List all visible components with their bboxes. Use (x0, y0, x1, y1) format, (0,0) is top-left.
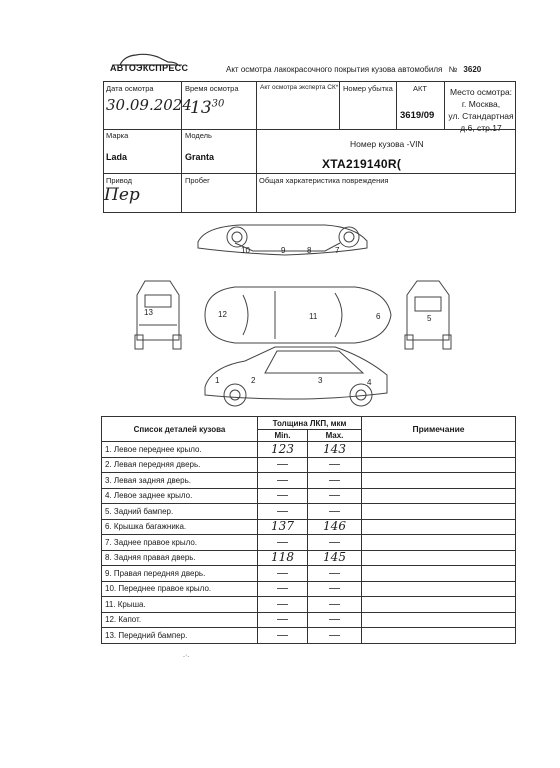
vin-value: XTA219140R( (322, 157, 402, 171)
table-header-row (102, 417, 516, 430)
table-row (102, 504, 516, 520)
damage-label: Общая харкатеристика повреждения (259, 176, 389, 185)
note-cell (362, 628, 516, 644)
part-name-cell: 8. Задняя правая дверь. (102, 550, 258, 566)
grid-line (103, 173, 516, 174)
table-row (102, 550, 516, 566)
zone-label: 12 (218, 310, 227, 319)
mileage-label: Пробег (185, 176, 210, 185)
zone-label: 10 (241, 246, 250, 255)
note-cell (362, 535, 516, 551)
zone-label: 6 (376, 312, 381, 321)
header-max: Max. (308, 430, 362, 442)
note-cell (362, 519, 516, 535)
zone-label: 4 (367, 378, 372, 387)
max-value-cell: — (308, 504, 362, 520)
drive-value: Пер (104, 185, 140, 205)
table-row (102, 581, 516, 597)
part-name-cell: 2. Левая передняя дверь. (102, 457, 258, 473)
note-cell (362, 473, 516, 489)
min-value-cell: — (258, 566, 308, 582)
grid-line (339, 81, 340, 129)
max-value-cell: — (308, 612, 362, 628)
wheel-icon (224, 384, 246, 406)
table-row (102, 612, 516, 628)
min-value-cell: 118 (258, 550, 308, 566)
paint-thickness-table (101, 416, 516, 644)
max-value-cell: — (308, 628, 362, 644)
part-name-cell: 5. Задний бампер. (102, 504, 258, 520)
part-name-cell: 7. Заднее правое крыло. (102, 535, 258, 551)
document-title (226, 65, 481, 74)
note-cell (362, 612, 516, 628)
time-hours: 13 (190, 98, 212, 118)
max-value-cell: — (308, 473, 362, 489)
table-row (102, 457, 516, 473)
act-value: 3619/09 (400, 110, 435, 121)
max-value-cell: — (308, 581, 362, 597)
note-cell (362, 550, 516, 566)
logo-text: АВТОЭКСПРЕСС (110, 63, 189, 73)
zone-label: 9 (281, 246, 286, 255)
place-street: ул. Стандартная (448, 111, 514, 121)
brand-label: Марка (106, 131, 129, 140)
wheel-icon (344, 232, 354, 242)
drive-label: Привод (106, 176, 133, 185)
min-value-cell: — (258, 504, 308, 520)
max-value-cell: — (308, 566, 362, 582)
grid-line (256, 81, 257, 212)
time-minutes: 30 (211, 98, 225, 110)
time-value (190, 98, 224, 118)
header-thickness: Толщина ЛКП, мкм (258, 417, 362, 430)
part-name-cell: 12. Капот. (102, 612, 258, 628)
act-number: 3620 (463, 65, 482, 74)
car-top-outline (205, 287, 391, 343)
note-cell (362, 457, 516, 473)
part-name-cell: 6. Крышка багажника. (102, 519, 258, 535)
zone-label: 11 (309, 312, 318, 321)
title-text: Акт осмотра лакокрасочного покрытия кузова автомобиля (226, 65, 443, 74)
part-name-cell: 11. Крыша. (102, 597, 258, 613)
model-label: Модель (185, 131, 212, 140)
min-value-cell: — (258, 535, 308, 551)
car-right-side-windows (235, 243, 340, 251)
wheel-icon (230, 390, 240, 400)
wheel-icon (232, 232, 242, 242)
min-value-cell: 123 (258, 442, 308, 458)
grid-line (103, 81, 516, 82)
max-value-cell: — (308, 457, 362, 473)
ink-mark: .·. (183, 652, 190, 659)
header-parts: Список деталей кузова (102, 417, 258, 442)
zone-label: 5 (427, 314, 432, 323)
part-name-cell: 9. Правая передняя дверь. (102, 566, 258, 582)
place-city: г. Москва, (461, 99, 501, 109)
min-value-cell: 137 (258, 519, 308, 535)
max-value-cell: 143 (308, 442, 362, 458)
zone-label: 8 (307, 246, 312, 255)
zone-label: 1 (215, 376, 220, 385)
table-row (102, 519, 516, 535)
max-value-cell: 145 (308, 550, 362, 566)
note-cell (362, 566, 516, 582)
zone-label: 7 (335, 246, 340, 255)
min-value-cell: — (258, 581, 308, 597)
place-building: д.6, стр.17 (460, 123, 502, 133)
number-sign: № (448, 65, 458, 74)
expert-label: Акт осмотра эксперта СК* (260, 84, 339, 91)
min-value-cell: — (258, 457, 308, 473)
part-name-cell: 10. Переднее правое крыло. (102, 581, 258, 597)
grid-line (396, 81, 397, 129)
note-cell (362, 581, 516, 597)
brand-value: Lada (106, 152, 128, 162)
min-value-cell: — (258, 488, 308, 504)
wheel-icon (339, 227, 359, 247)
date-value: 30.09.2024 (106, 96, 192, 114)
note-cell (362, 504, 516, 520)
min-value-cell: — (258, 597, 308, 613)
table-row (102, 597, 516, 613)
table-row (102, 628, 516, 644)
zone-label: 2 (251, 376, 256, 385)
grid-line (103, 212, 516, 213)
note-cell (362, 597, 516, 613)
part-name-cell: 4. Левое заднее крыло. (102, 488, 258, 504)
note-cell (362, 488, 516, 504)
vin-label: Номер кузова -VIN (350, 139, 424, 149)
date-label: Дата осмотра (106, 84, 154, 93)
table-row (102, 442, 516, 458)
table-row (102, 473, 516, 489)
act-label: АКТ (413, 84, 427, 93)
inspection-place (446, 86, 516, 134)
header-note: Примечание (362, 417, 516, 442)
part-name-cell: 1. Левое переднее крыло. (102, 442, 258, 458)
time-label: Время осмотра (185, 84, 239, 93)
part-name-cell: 3. Левая задняя дверь. (102, 473, 258, 489)
table-row (102, 566, 516, 582)
car-body-diagram (125, 215, 465, 415)
note-cell (362, 442, 516, 458)
max-value-cell: — (308, 535, 362, 551)
loss-number-label: Номер убытка (343, 84, 393, 93)
part-name-cell: 13. Передний бампер. (102, 628, 258, 644)
max-value-cell: — (308, 488, 362, 504)
company-logo (106, 50, 189, 76)
min-value-cell: — (258, 473, 308, 489)
max-value-cell: — (308, 597, 362, 613)
header-min: Min. (258, 430, 308, 442)
zone-label: 13 (144, 308, 153, 317)
table-row (102, 535, 516, 551)
zone-label: 3 (318, 376, 323, 385)
min-value-cell: — (258, 612, 308, 628)
model-value: Granta (185, 152, 215, 162)
min-value-cell: — (258, 628, 308, 644)
grid-line (444, 81, 445, 129)
place-label: Место осмотра: (449, 87, 513, 97)
table-row (102, 488, 516, 504)
max-value-cell: 146 (308, 519, 362, 535)
